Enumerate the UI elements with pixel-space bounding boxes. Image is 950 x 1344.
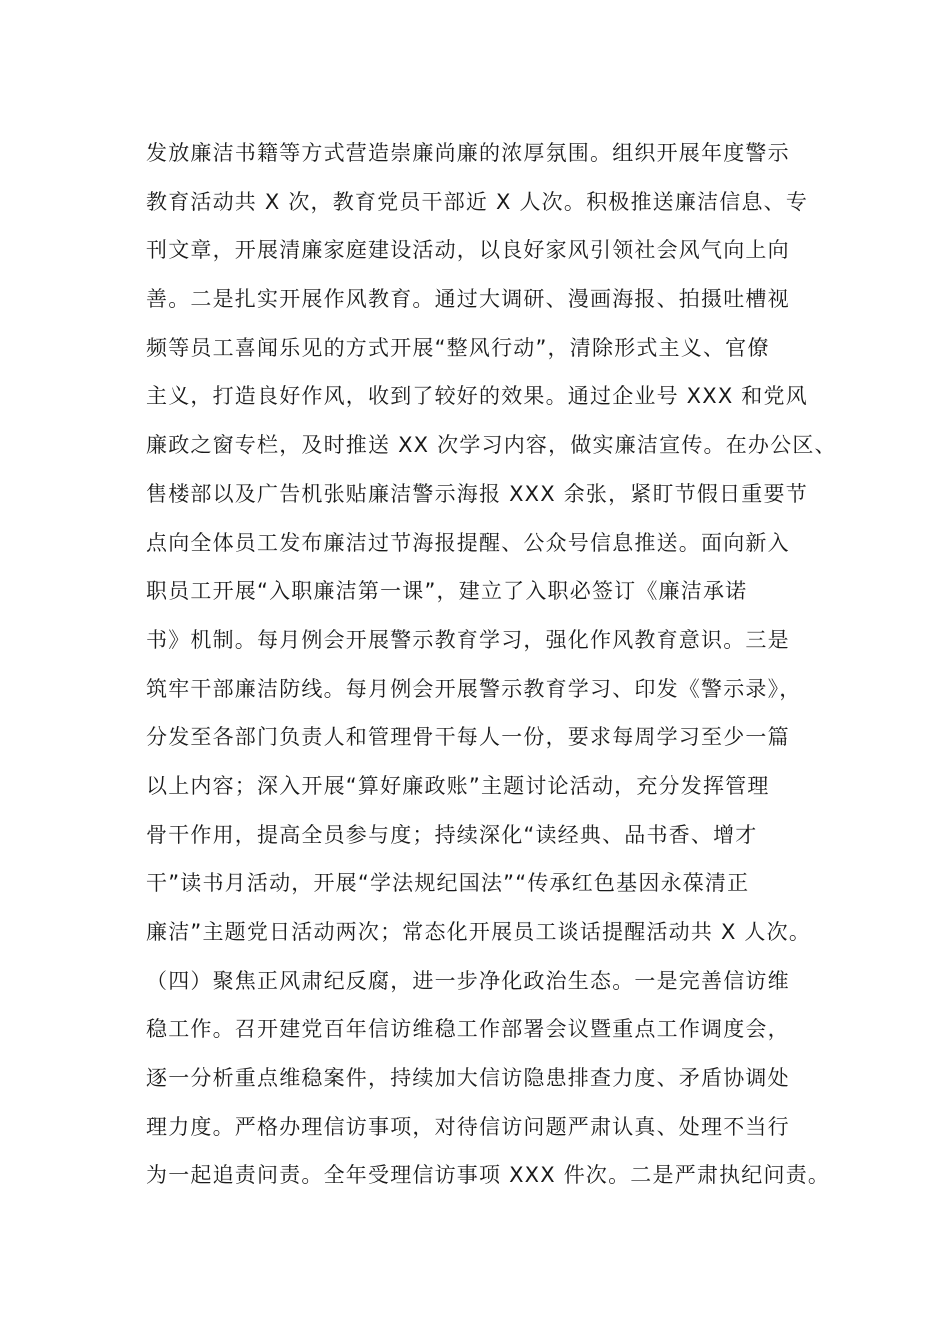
text-line: 书》机制。每月例会开展警示教育学习，强化作风教育意识。三是	[146, 627, 790, 652]
text-line: 教育活动共 X 次，教育党员干部近 X 人次。积极推送廉洁信息、专	[146, 189, 809, 214]
text-line: 点向全体员工发布廉洁过节海报提醒、公众号信息推送。面向新入	[146, 530, 790, 555]
text-line: 稳工作。召开建党百年信访维稳工作部署会议暨重点工作调度会，	[146, 1017, 790, 1042]
text-line: 售楼部以及广告机张贴廉洁警示海报 XXX 余张，紧盯节假日重要节	[146, 481, 808, 506]
text-line: 干”读书月活动，开展“学法规纪国法”“传承红色基因永葆清正	[146, 871, 750, 896]
text-line: 为一起追责问责。全年受理信访事项 XXX 件次。二是严肃执纪问责。	[146, 1163, 831, 1188]
text-line: 职员工开展“入职廉洁第一课”，建立了入职必签订《廉洁承诺	[146, 579, 748, 604]
text-line: 刊文章，开展清廉家庭建设活动，以良好家风引领社会风气向上向	[146, 238, 790, 263]
text-line: 发放廉洁书籍等方式营造崇廉尚廉的浓厚氛围。组织开展年度警示	[146, 141, 790, 165]
text-line: 频等员工喜闻乐见的方式开展“整风行动”，清除形式主义、官僚	[146, 335, 770, 360]
text-line: 善。二是扎实开展作风教育。通过大调研、漫画海报、拍摄吐槽视	[146, 287, 790, 312]
text-line: 理力度。严格办理信访事项，对待信访问题严肃认真、处理不当行	[146, 1114, 790, 1139]
text-line: 以上内容；深入开展“算好廉政账”主题讨论活动，充分发挥管理	[146, 773, 770, 798]
text-line: 筑牢干部廉洁防线。每月例会开展警示教育学习、印发《警示录》，	[146, 676, 802, 701]
text-line: （四）聚焦正风肃纪反腐，进一步净化政治生态。一是完善信访维	[146, 968, 790, 993]
text-line: 分发至各部门负责人和管理骨干每人一份，要求每周学习至少一篇	[146, 725, 790, 750]
text-line: 廉洁”主题党日活动两次；常态化开展员工谈话提醒活动共 X 人次。	[146, 920, 812, 944]
text-line: 廉政之窗专栏，及时推送 XX 次学习内容，做实廉洁宣传。在办公区、	[146, 433, 837, 458]
text-line: 骨干作用，提高全员参与度；持续深化“读经典、品书香、增才	[146, 822, 758, 847]
text-line: 逐一分析重点维稳案件，持续加大信访隐患排查力度、矛盾协调处	[146, 1066, 790, 1091]
body-text	[146, 129, 846, 1200]
text-line: 主义，打造良好作风，收到了较好的效果。通过企业号 XXX 和党风	[146, 384, 808, 409]
